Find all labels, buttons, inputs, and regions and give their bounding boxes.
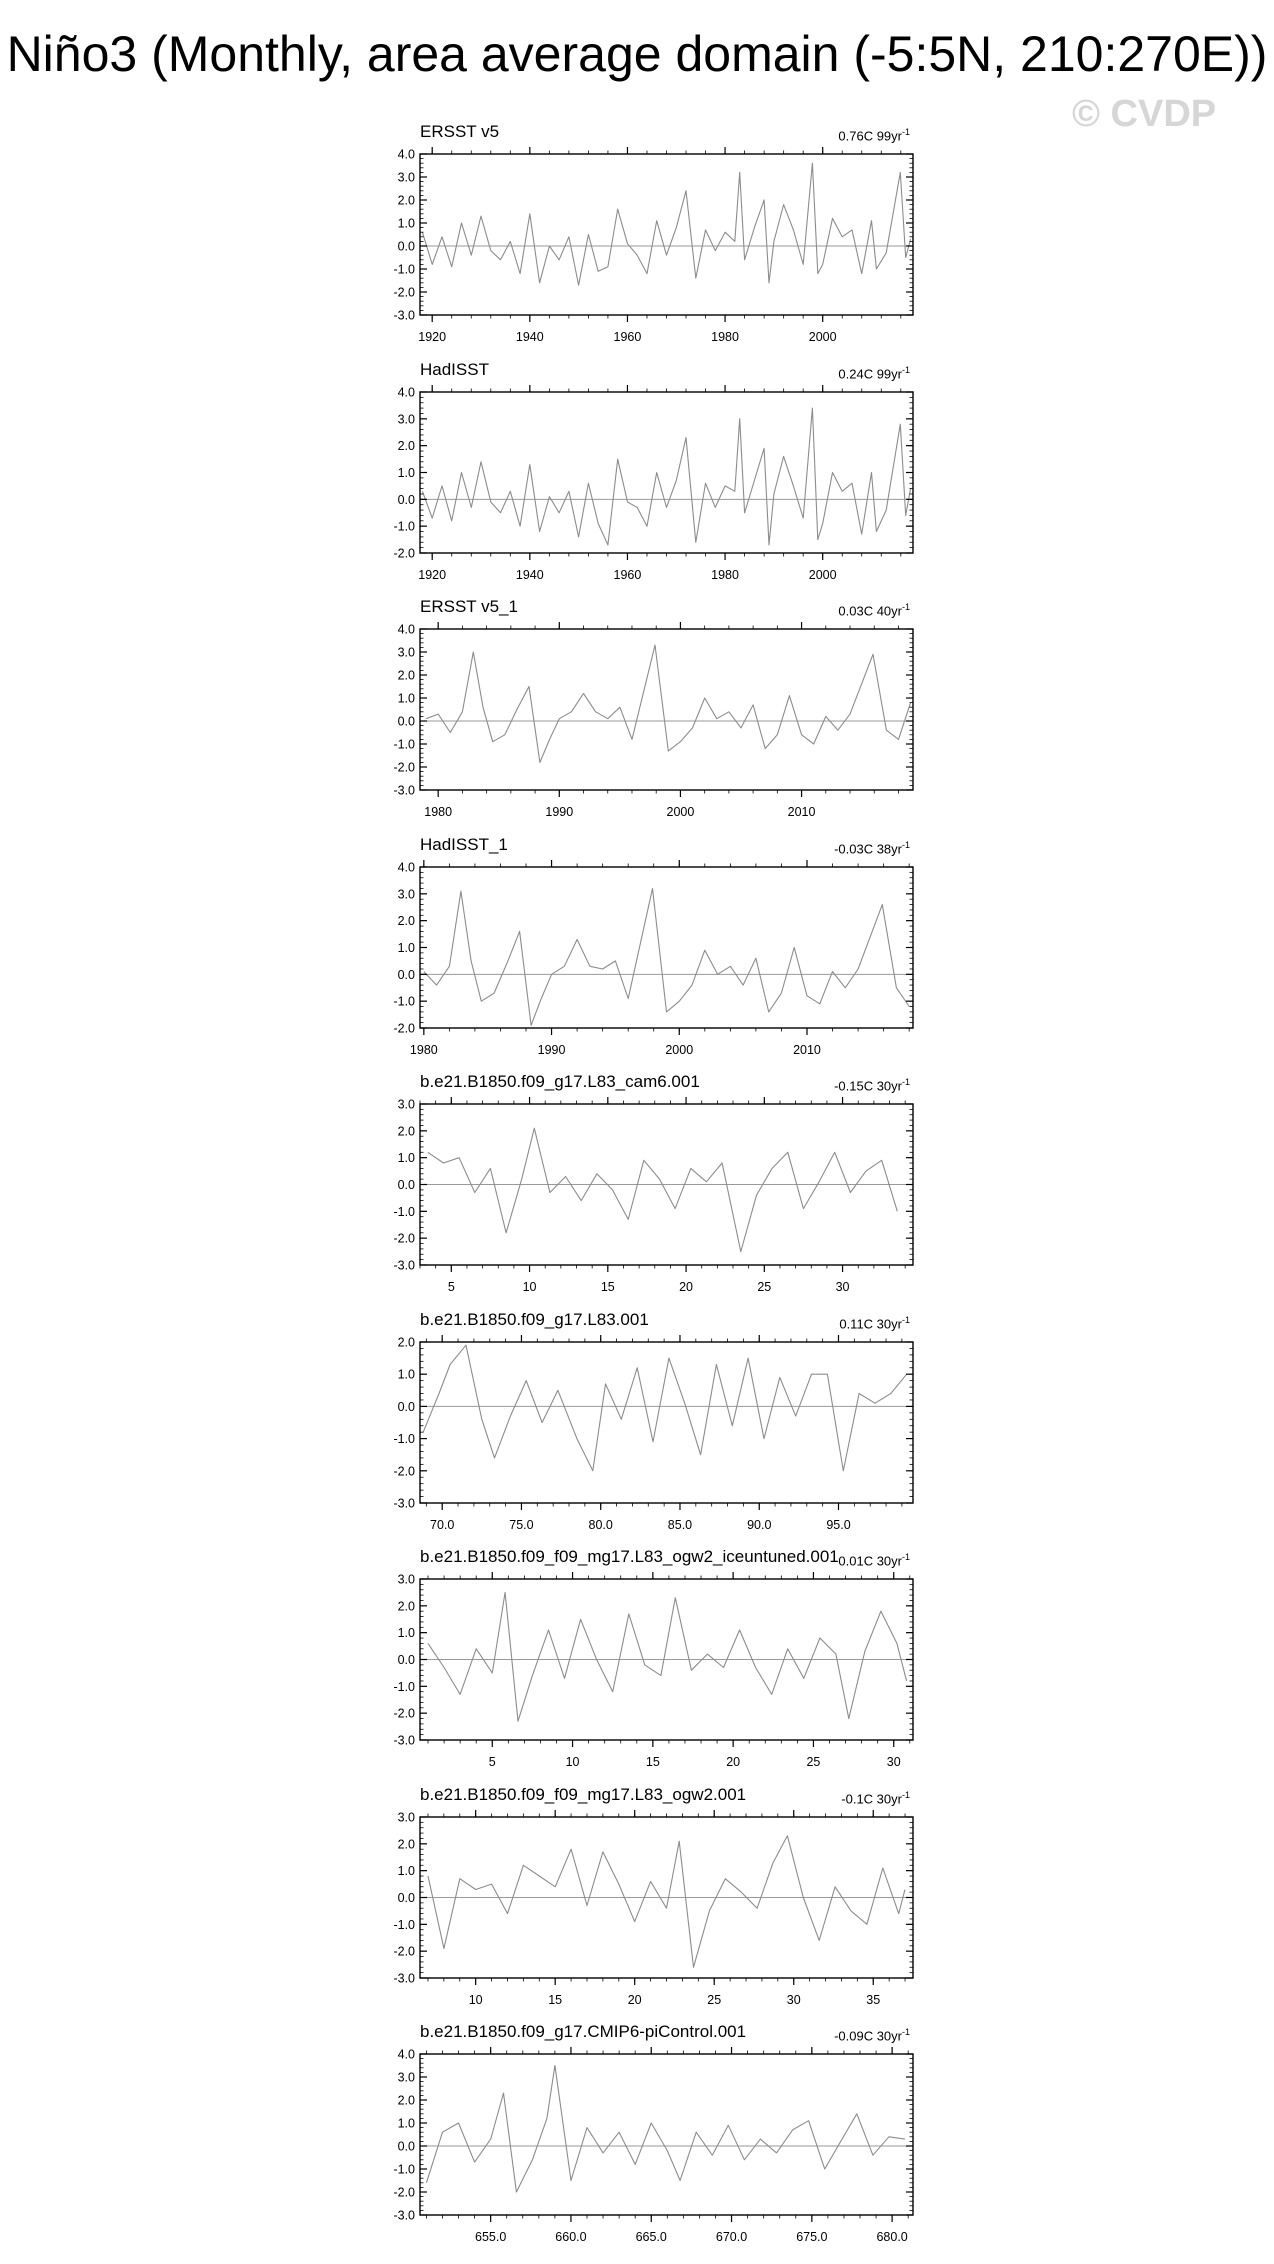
trend-value: -0.1C 30yr [841,1791,902,1807]
x-tick-label: 10 [468,1993,483,2007]
trend-exponent: -1 [901,840,910,850]
x-tick-label: 20 [726,1755,741,1769]
plot-frame [420,154,913,315]
x-tick-label: 2000 [808,330,837,344]
x-tick-label: 2010 [793,1043,821,1057]
panel-title: b.e21.B1850.f09_g17.CMIP6-piControl.001 [420,2022,747,2041]
plot-frame [420,392,913,553]
y-tick-label: 2.0 [397,193,415,208]
timeseries-panel [0,2022,1274,2259]
y-tick-label: 1.0 [397,941,415,955]
y-tick-label: -3.0 [393,308,415,323]
y-tick-label: -2.0 [393,2185,415,2200]
series-line [426,645,910,762]
y-tick-label: -3.0 [393,783,415,798]
y-tick-label: 1.0 [397,216,415,231]
x-tick-label: 30 [886,1755,901,1769]
y-tick-label: -2.0 [393,1944,415,1959]
x-tick-label: 30 [786,1993,801,2007]
y-tick-label: 0.0 [397,1399,415,1414]
x-tick-label: 1960 [613,330,642,344]
panel-title: ERSST v5 [420,122,500,141]
y-tick-label: 2.0 [397,668,415,683]
y-tick-label: -2.0 [393,285,415,300]
y-tick-label: 1.0 [397,2116,415,2131]
x-tick-label: 1990 [545,805,574,819]
y-tick-label: 0.0 [397,1891,415,1905]
y-tick-label: 2.0 [397,2093,415,2108]
trend-value: -0.15C 30yr [834,1078,902,1094]
y-tick-label: 2.0 [397,439,415,454]
y-tick-label: -1.0 [393,2162,415,2177]
x-tick-label: 1960 [613,568,642,582]
y-tick-label: -1.0 [393,1917,415,1932]
x-tick-label: 10 [565,1755,580,1769]
trend-exponent: -1 [901,1315,910,1325]
y-tick-label: 0.0 [397,492,415,507]
page-title: Niño3 (Monthly, area average domain (-5:5N, 210:270E)) [6,26,1268,82]
x-tick-label: 35 [866,1993,881,2007]
trend-exponent: -1 [901,1552,910,1562]
x-tick-label: 1980 [711,568,739,582]
x-tick-label: 1990 [537,1043,566,1057]
trend-exponent: -1 [901,602,910,612]
y-tick-label: 4.0 [397,860,415,875]
y-tick-label: -2.0 [393,1021,415,1036]
y-tick-label: -1.0 [393,994,415,1009]
series-line [422,408,910,545]
x-tick-label: 2010 [787,805,816,819]
x-tick-label: 675.0 [796,2230,828,2244]
y-tick-label: 3.0 [397,645,415,660]
y-tick-label: 3.0 [397,1810,415,1825]
plot-frame [420,867,913,1028]
panel-title: ERSST v5_1 [420,597,518,616]
x-tick-label: 30 [835,1280,850,1294]
trend-exponent: -1 [901,1077,910,1087]
y-tick-label: 0.0 [397,2139,415,2154]
y-tick-label: 3.0 [397,170,415,185]
timeseries-chart [0,2022,1274,2259]
x-tick-label: 660.0 [555,2230,587,2244]
timeseries-chart [0,360,1274,597]
panel-title: b.e21.B1850.f09_f09_mg17.L83_ogw2_iceuntuned.001 [420,1547,839,1566]
timeseries-chart [0,1785,1274,2022]
x-tick-label: 5 [447,1280,455,1294]
y-tick-label: -2.0 [393,1231,415,1246]
timeseries-panel [0,597,1274,834]
series-line [422,163,910,285]
x-tick-label: 1920 [418,568,447,582]
y-tick-label: 1.0 [397,691,415,706]
y-tick-label: 3.0 [397,1097,415,1112]
panel-title: HadISST [420,360,489,379]
x-tick-label: 1980 [711,330,739,344]
y-tick-label: -3.0 [393,2208,415,2223]
timeseries-chart [0,122,1274,359]
y-tick-label: 2.0 [397,1335,415,1350]
y-tick-label: 4.0 [397,2047,415,2062]
x-tick-label: 75.0 [509,1518,534,1532]
y-tick-label: 1.0 [397,1151,415,1166]
x-tick-label: 670.0 [715,2230,748,2244]
y-tick-label: 1.0 [397,466,415,480]
y-tick-label: 3.0 [397,412,415,427]
timeseries-panel [0,835,1274,1072]
trend-value: -0.03C 38yr [834,841,902,857]
y-tick-label: -3.0 [393,1496,415,1511]
x-tick-label: 1940 [515,568,544,582]
y-tick-label: 1.0 [397,1367,415,1382]
x-tick-label: 25 [757,1280,772,1294]
x-tick-label: 20 [627,1993,642,2007]
x-tick-label: 1980 [409,1043,438,1057]
timeseries-panel [0,1785,1274,2022]
y-tick-label: 2.0 [397,1837,415,1852]
trend-exponent: -1 [901,1790,910,1800]
x-tick-label: 15 [645,1755,660,1769]
plot-frame [420,2054,913,2215]
x-tick-label: 95.0 [826,1518,851,1532]
trend-value: 0.03C 40yr [838,603,902,619]
x-tick-label: 15 [548,1993,563,2007]
y-tick-label: 2.0 [397,1124,415,1139]
panel-title: b.e21.B1850.f09_f09_mg17.L83_ogw2.001 [420,1785,747,1804]
y-tick-label: 0.0 [397,239,415,254]
y-tick-label: 3.0 [397,887,415,902]
x-tick-label: 85.0 [667,1518,693,1532]
y-tick-label: 0.0 [397,1653,415,1667]
x-tick-label: 15 [600,1280,615,1294]
trend-value: -0.09C 30yr [834,2028,902,2044]
x-tick-label: 1980 [424,805,453,819]
y-tick-label: 4.0 [397,385,415,400]
y-tick-label: 3.0 [397,2070,415,2085]
x-tick-label: 2000 [808,568,837,582]
y-tick-label: 1.0 [397,1626,415,1641]
x-tick-label: 2000 [665,1043,694,1057]
y-tick-label: 0.0 [397,1178,415,1192]
y-tick-label: 3.0 [397,1572,415,1587]
x-tick-label: 1940 [515,330,544,344]
y-tick-label: 1.0 [397,1864,415,1879]
x-tick-label: 80.0 [588,1518,613,1532]
y-tick-label: -2.0 [393,1464,415,1479]
trend-value: 0.24C 99yr [838,366,902,382]
series-line [428,1128,898,1251]
x-tick-label: 25 [707,1993,722,2007]
y-tick-label: -1.0 [393,1679,415,1694]
y-tick-label: 0.0 [397,967,415,982]
timeseries-chart [0,1547,1274,1784]
y-tick-label: -2.0 [393,760,415,775]
y-tick-label: -1.0 [393,737,415,752]
series-line [423,1345,907,1471]
panel-title: HadISST_1 [420,835,508,854]
trend-exponent: -1 [901,365,910,375]
y-tick-label: -2.0 [393,1706,415,1721]
x-tick-label: 25 [806,1755,821,1769]
y-tick-label: -1.0 [393,262,415,277]
trend-exponent: -1 [901,2027,910,2037]
y-tick-label: 0.0 [397,714,415,729]
trend-value: 0.11C 30yr [839,1316,902,1332]
x-tick-label: 70.0 [430,1518,455,1532]
y-tick-label: -2.0 [393,546,415,561]
timeseries-chart [0,597,1274,834]
plot-frame [420,629,913,790]
y-tick-label: -1.0 [393,1204,415,1219]
series-line [426,2066,905,2193]
timeseries-panel [0,360,1274,597]
timeseries-panel [0,1072,1274,1309]
timeseries-chart [0,1072,1274,1309]
x-tick-label: 90.0 [747,1518,772,1532]
x-tick-label: 20 [679,1280,694,1294]
x-tick-label: 5 [488,1755,496,1769]
timeseries-panel [0,1310,1274,1547]
trend-exponent: -1 [901,127,910,137]
panel-title: b.e21.B1850.f09_g17.L83.001 [420,1310,649,1329]
y-tick-label: -3.0 [393,1258,415,1273]
x-tick-label: 665.0 [635,2230,667,2244]
series-line [428,1836,905,1968]
timeseries-panel [0,122,1274,359]
y-tick-label: -1.0 [393,1432,415,1447]
x-tick-label: 2000 [666,805,695,819]
y-tick-label: 2.0 [397,1599,415,1614]
y-tick-label: -3.0 [393,1733,415,1748]
panel-title: b.e21.B1850.f09_g17.L83_cam6.001 [420,1072,700,1091]
y-tick-label: -3.0 [393,1971,415,1986]
trend-value: 0.76C 99yr [838,128,902,144]
timeseries-chart [0,1310,1274,1547]
cvdp-watermark: © CVDP [1072,93,1217,135]
timeseries-panel [0,1547,1274,1784]
x-tick-label: 655.0 [475,2230,507,2244]
y-tick-label: 4.0 [397,622,415,637]
trend-value: 0.01C 30yr [838,1553,902,1569]
x-tick-label: 680.0 [876,2230,908,2244]
y-tick-label: 4.0 [397,147,415,162]
timeseries-chart [0,835,1274,1072]
x-tick-label: 1920 [418,330,447,344]
x-tick-label: 10 [522,1280,537,1294]
y-tick-label: 2.0 [397,914,415,929]
series-line [424,889,909,1026]
series-line [428,1592,907,1721]
plot-frame [420,1342,913,1503]
y-tick-label: -1.0 [393,519,415,534]
